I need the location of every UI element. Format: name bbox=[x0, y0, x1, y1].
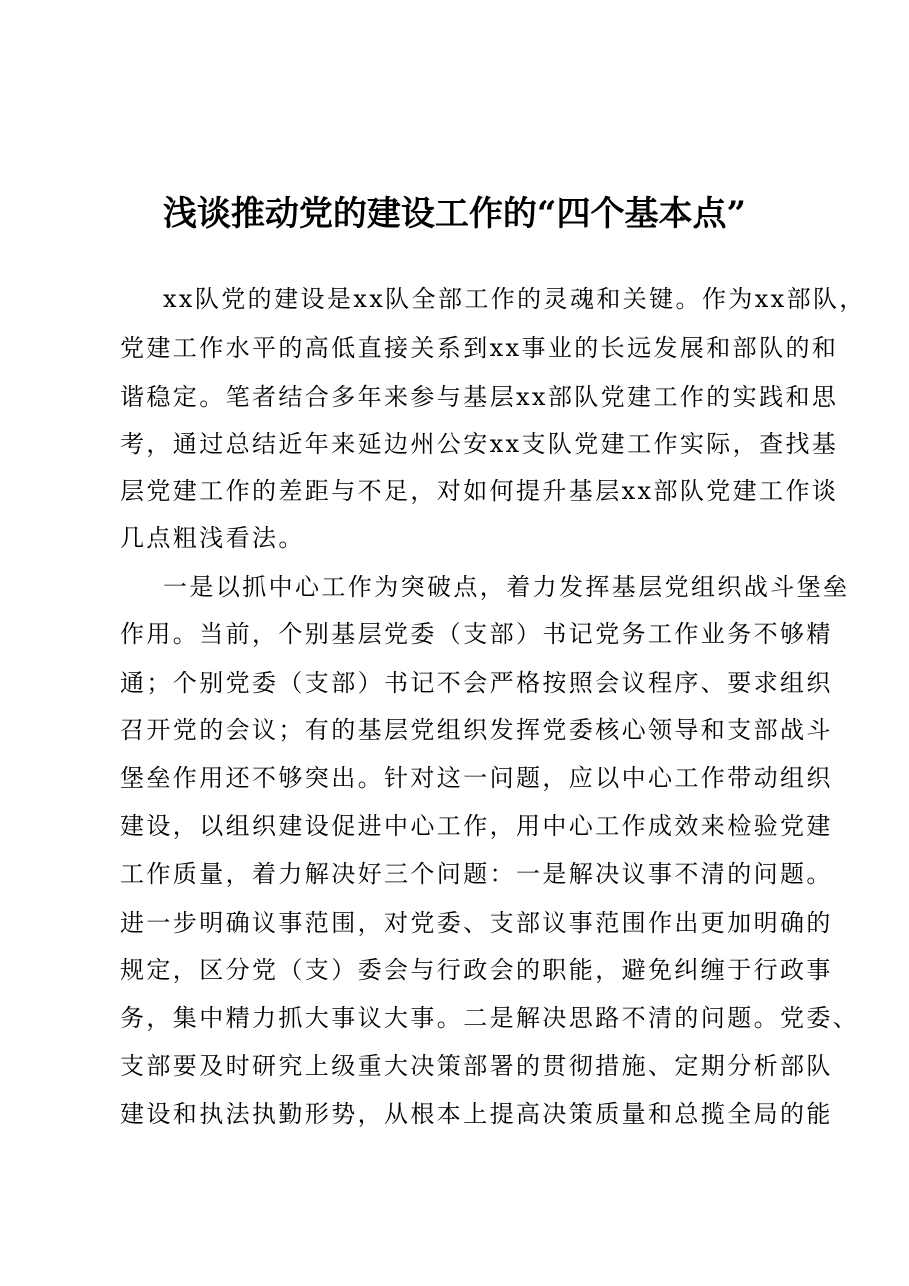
paragraph-line: 通；个别党委（支部）书记不会严格按照会议程序、要求组织 bbox=[120, 669, 833, 697]
paragraph-line: 建设，以组织建设促进中心工作，用中心工作成效来检验党建 bbox=[120, 812, 833, 840]
paragraph-line: 一是以抓中心工作为突破点，着力发挥基层党组织战斗堡垒 bbox=[163, 573, 850, 601]
paragraph-line: 作用。当前，个别基层党委（支部）书记党务工作业务不够精 bbox=[120, 620, 833, 648]
paragraph-line: 堡垒作用还不够突出。针对这一问题，应以中心工作带动组织 bbox=[120, 764, 833, 792]
paragraph-line: 层党建工作的差距与不足，对如何提升基层xx部队党建工作谈 bbox=[120, 477, 839, 505]
paragraph-line: 党建工作水平的高低直接关系到xx事业的长远发展和部队的和 bbox=[120, 334, 839, 362]
paragraph-line: 考，通过总结近年来延边州公安xx支队党建工作实际，查找基 bbox=[120, 430, 839, 458]
paragraph-line: 务，集中精力抓大事议大事。二是解决思路不清的问题。党委、 bbox=[120, 1004, 860, 1032]
paragraph-line: 规定，区分党（支）委会与行政会的职能，避免纠缠于行政事 bbox=[120, 956, 833, 984]
paragraph-line: 召开党的会议；有的基层党组织发挥党委核心领导和支部战斗 bbox=[120, 716, 833, 744]
paragraph-line: 谐稳定。笔者结合多年来参与基层xx部队党建工作的实践和思 bbox=[120, 383, 839, 411]
paragraph-line: 支部要及时研究上级重大决策部署的贯彻措施、定期分析部队 bbox=[120, 1052, 833, 1080]
paragraph-line: 建设和执法执勤形势，从根本上提高决策质量和总揽全局的能 bbox=[120, 1100, 833, 1128]
paragraph-line: 工作质量，着力解决好三个问题：一是解决议事不清的问题。 bbox=[120, 860, 833, 888]
paragraph-line: 几点粗浅看法。 bbox=[120, 524, 305, 552]
paragraph-line: xx队党的建设是xx队全部工作的灵魂和关键。作为xx部队， bbox=[163, 285, 866, 313]
paragraph-line: 进一步明确议事范围，对党委、支部议事范围作出更加明确的 bbox=[120, 909, 833, 937]
document-title: 浅谈推动党的建设工作的“四个基本点” bbox=[162, 194, 747, 234]
